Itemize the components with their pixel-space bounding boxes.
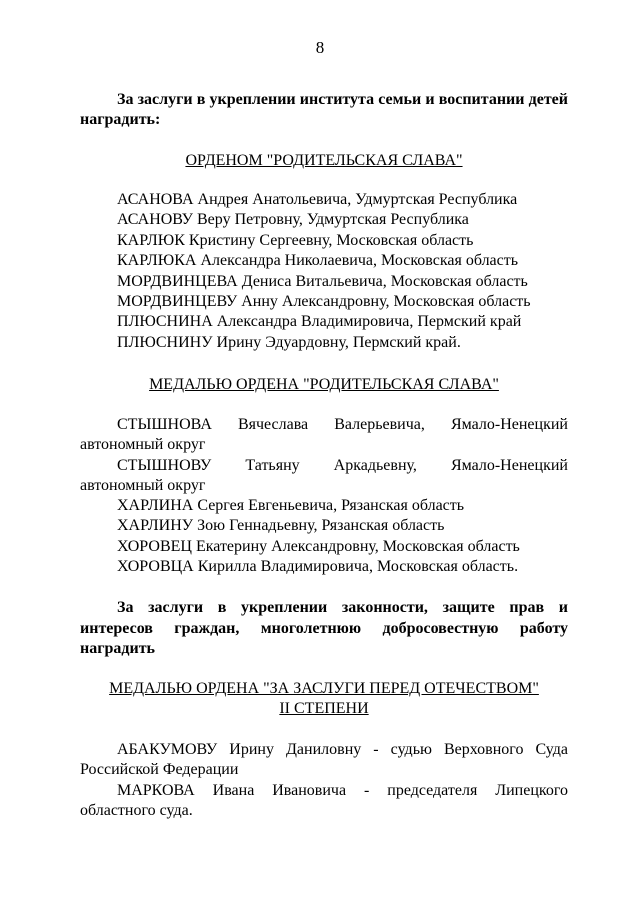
award-intro-legality: За заслуги в укреплении законности, защите прав и интересов граждан, многолетнюю добросовестную работу наградить [80, 599, 568, 657]
recipient-line: ХАРЛИНА Сергея Евгеньевича, Рязанская область [117, 497, 465, 514]
award-heading-text: МЕДАЛЬЮ ОРДЕНА "ЗА ЗАСЛУГИ ПЕРЕД ОТЕЧЕСТВОМ" [109, 680, 539, 697]
recipient-paragraph-abakumova: АБАКУМОВУ Ирину Даниловну - судью Верховного Суда Российской Федерации [80, 741, 568, 779]
recipient-word: СТЫШНОВА [117, 416, 212, 433]
recipient-line: ХАРЛИНУ Зою Геннадьевну, Рязанская область [117, 517, 445, 535]
award-heading-text: МЕДАЛЬЮ ОРДЕНА "РОДИТЕЛЬСКАЯ СЛАВА" [149, 376, 499, 393]
recipient-line: МОРДВИНЦЕВУ Анну Александровну, Московская область [117, 293, 531, 311]
recipient-line: ХОРОВЦА Кирилла Владимировича, Московская область. [117, 558, 519, 576]
recipient-line: АСАНОВУ Веру Петровну, Удмуртская Республика [117, 211, 469, 229]
recipient-line-styshnova [117, 456, 568, 476]
recipients-list-medal [117, 496, 577, 578]
recipient-word: Ямало-Ненецкий [450, 416, 568, 433]
recipient-line: КАРЛЮКА Александра Николаевича, Московская область [117, 252, 519, 270]
award-heading-degree: II СТЕПЕНИ [279, 700, 369, 717]
award-heading-text: ОРДЕНОМ "РОДИТЕЛЬСКАЯ СЛАВА" [185, 152, 463, 169]
award-intro-family: За заслуги в укреплении института семьи и воспитании детей наградить: [80, 91, 568, 128]
recipient-line-continuation: автономный округ [80, 436, 206, 453]
recipient-word: Валерьевича, [334, 416, 425, 433]
recipient-paragraph-markov: МАРКОВА Ивана Ивановича - председателя Липецкого областного суда. [80, 782, 568, 820]
award-heading-merit-fatherland [80, 679, 568, 719]
page-number: 8 [315, 38, 325, 57]
recipient-line: ПЛЮСНИНУ Ирину Эдуардовну, Пермский край. [117, 333, 461, 351]
recipients-list-order [117, 190, 577, 353]
award-heading-order-parental-glory [80, 151, 568, 171]
recipient-word: Ямало-Ненецкий [450, 457, 568, 474]
recipient-line: ХОРОВЕЦ Екатерину Александровну, Московская область [117, 537, 520, 555]
award-heading-medal-parental-glory [80, 375, 568, 395]
recipient-line: ПЛЮСНИНА Александра Владимировича, Пермский край [117, 313, 522, 331]
recipient-line: МОРДВИНЦЕВА Дениса Витальевича, Московская область [117, 272, 528, 290]
recipient-line-continuation: автономный округ [80, 477, 206, 494]
recipient-line-styshnov [117, 415, 568, 435]
recipient-word: Татьяну [245, 457, 300, 474]
recipient-line: КАРЛЮК Кристину Сергеевну, Московская область [117, 231, 474, 249]
recipient-line: АСАНОВА Андрея Анатольевича, Удмуртская Республика [117, 191, 518, 208]
recipient-word: Вячеслава [237, 416, 309, 433]
recipient-word: Аркадьевну, [333, 457, 417, 474]
recipient-word: СТЫШНОВУ [117, 457, 212, 474]
